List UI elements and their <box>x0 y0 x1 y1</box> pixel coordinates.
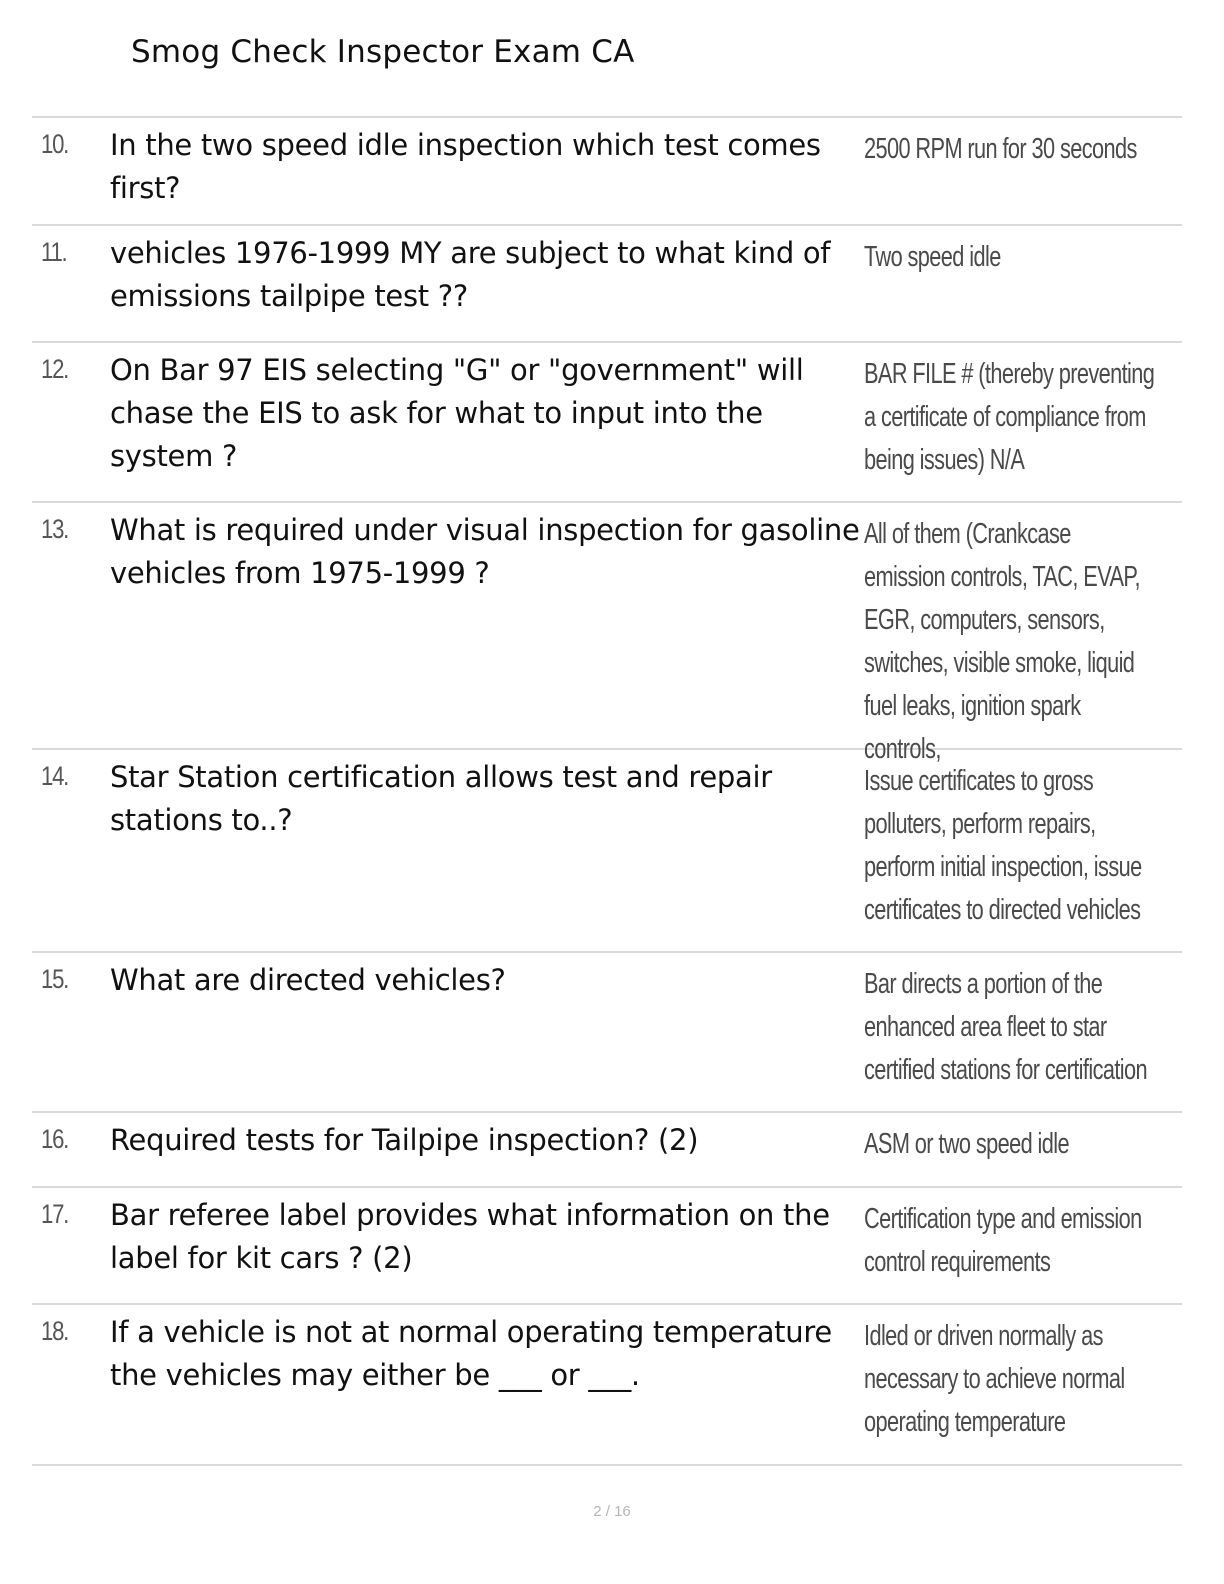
question-text: Star Station certification allows test and repair stations to..? <box>110 760 772 837</box>
answer-text: Issue certificates to gross polluters, perform repairs, perform initial inspection, issue certificates to directed vehicles <box>864 765 1142 926</box>
answer-text: 2500 RPM run for 30 seconds <box>864 133 1137 165</box>
question-number: 14. <box>41 761 69 791</box>
question-number: 10. <box>41 129 69 159</box>
question-number: 11. <box>41 237 67 267</box>
question-number: 12. <box>41 354 69 384</box>
question-list <box>32 116 1182 1466</box>
question-text: On Bar 97 EIS selecting "G" or "government" will chase the EIS to ask for what to input into the system ? <box>110 353 804 473</box>
page-number: 2 / 16 <box>593 1503 631 1520</box>
question-text: Required tests for Tailpipe inspection? (2) <box>110 1123 699 1157</box>
answer-text: All of them (Crankcase emission controls, TAC, EVAP, EGR, computers, sensors, switches, visible smoke, liquid fuel leaks, ignition spark controls, <box>864 518 1140 765</box>
question-text: Bar referee label provides what information on the label for kit cars ? (2) <box>110 1198 830 1275</box>
question-row <box>32 503 1182 765</box>
question-number: 18. <box>41 1316 69 1346</box>
question-row <box>32 1305 1182 1466</box>
answer-text: Certification type and emission control requirements <box>864 1203 1142 1278</box>
question-row <box>32 1188 1182 1305</box>
question-number: 15. <box>41 964 69 994</box>
question-text: What is required under visual inspection for gasoline vehicles from 1975-1999 ? <box>110 513 860 590</box>
document-title: Smog Check Inspector Exam CA <box>131 34 635 70</box>
question-row <box>32 1113 1182 1188</box>
question-number: 16. <box>41 1124 69 1154</box>
answer-text: BAR FILE # (thereby preventing a certificate of compliance from being issues) N/A <box>864 358 1155 476</box>
answer-text: ASM or two speed idle <box>864 1128 1070 1160</box>
question-text: What are directed vehicles? <box>110 963 506 997</box>
question-row <box>32 226 1182 343</box>
question-row <box>32 750 1182 953</box>
question-number: 13. <box>41 514 69 544</box>
question-row <box>32 343 1182 503</box>
question-row <box>32 118 1182 226</box>
question-text: If a vehicle is not at normal operating temperature the vehicles may either be ___ or ___. <box>110 1315 832 1392</box>
question-text: vehicles 1976-1999 MY are subject to what kind of emissions tailpipe test ?? <box>110 236 831 313</box>
answer-text: Bar directs a portion of the enhanced area fleet to star certified stations for certification <box>864 968 1148 1086</box>
question-text: In the two speed idle inspection which test comes first? <box>110 128 821 205</box>
answer-text: Idled or driven normally as necessary to achieve normal operating temperature <box>864 1320 1125 1438</box>
question-number: 17. <box>41 1199 69 1229</box>
question-row <box>32 953 1182 1113</box>
answer-text: Two speed idle <box>864 241 1001 273</box>
